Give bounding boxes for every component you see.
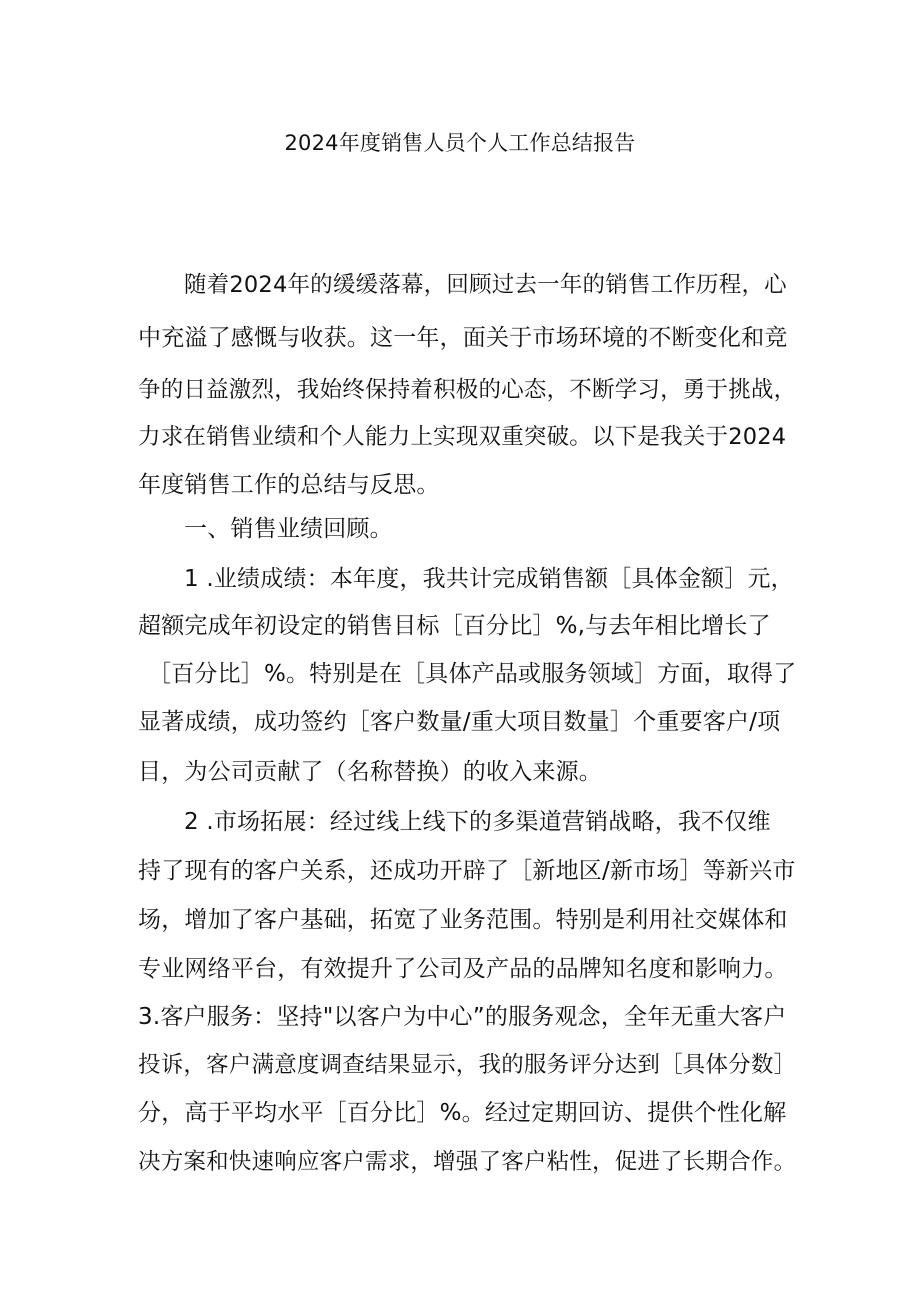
paragraph-line: 3.客户服务：坚持"以客户为中心”的服务观念，全年无重大客户 bbox=[138, 1004, 787, 1030]
paragraph-line: 投诉，客户满意度调查结果显示，我的服务评分达到［具体分数］ bbox=[138, 1052, 797, 1078]
paragraph-line: ［百分比］%。特别是在［具体产品或服务领域］方面，取得了 bbox=[148, 661, 797, 687]
paragraph-line: 2 .市场拓展：经过线上线下的多渠道营销战略，我不仅维 bbox=[184, 809, 771, 835]
paragraph-line: 场，增加了客户基础，拓宽了业务范围。特别是利用社交媒体和 bbox=[138, 907, 788, 933]
paragraph-line: 显著成绩，成功签约［客户数量/重大项目数量］个重要客户/项 bbox=[138, 709, 781, 735]
paragraph-line: 目，为公司贡献了（名称替换）的收入来源。 bbox=[138, 759, 602, 785]
paragraph-line: 分，高于平均水平［百分比］%。经过定期回访、提供个性化解 bbox=[138, 1100, 787, 1126]
paragraph-line: 中充溢了感慨与收获。这一年，面关于市场环境的不断变化和竞 bbox=[138, 325, 788, 351]
document-title: 2024年度销售人员个人工作总结报告 bbox=[284, 131, 636, 155]
paragraph-line: 1 .业绩成绩：本年度，我共计完成销售额［具体金额］元， bbox=[184, 566, 794, 592]
paragraph-line: 决方案和快速响应客户需求，增强了客户粘性，促进了长期合作。 bbox=[138, 1149, 797, 1175]
paragraph-line: 力求在销售业绩和个人能力上实现双重突破。以下是我关于2024 bbox=[138, 424, 787, 450]
paragraph-line: 持了现有的客户关系，还成功开辟了［新地区/新市场］等新兴市 bbox=[138, 858, 796, 884]
section-heading: 一、销售业绩回顾。 bbox=[184, 516, 393, 542]
paragraph-line: 争的日益激烈，我始终保持着积极的心态，不断学习，勇于挑战， bbox=[138, 377, 797, 403]
paragraph-line: 超额完成年初设定的销售目标［百分比］%,与去年相比增长了 bbox=[138, 613, 771, 639]
paragraph-line: 随着2024年的缓缓落幕，回顾过去一年的销售工作历程，心 bbox=[184, 272, 787, 298]
paragraph-line: 专业网络平台，有效提升了公司及产品的品牌知名度和影响力。 bbox=[138, 956, 788, 982]
paragraph-line: 年度销售工作的总结与反思。 bbox=[138, 472, 440, 498]
